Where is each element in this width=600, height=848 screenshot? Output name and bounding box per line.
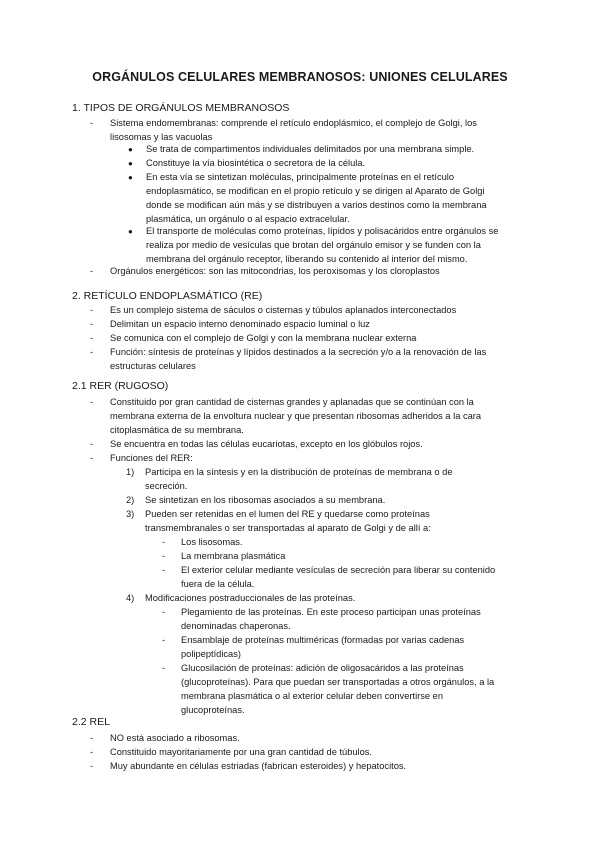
number-marker: 1) [126,467,135,477]
bullet-marker: ● [128,159,133,168]
line: membrana del orgánulo receptor, liberando su contenido al interior del mismo. [146,254,468,264]
line: fuera de la célula. [181,579,255,589]
dash-marker: - [162,537,166,547]
section-heading-4: 2.2 REL [72,716,110,728]
line: Participa en la síntesis y en la distribución de proteínas de membrana o de [145,467,453,477]
dash-marker: - [90,453,94,463]
list-item [146,170,487,226]
list-item [110,437,423,451]
bullet-marker: ● [128,173,133,182]
list-item [110,731,240,745]
line: Constituido mayoritariamente por una gran cantidad de túbulos. [110,747,373,757]
dash-marker: - [162,607,166,617]
list-item [110,745,372,759]
line: Se sintetizan en los ribosomas asociados a su membrana. [145,495,386,505]
dash-marker: - [162,551,166,561]
dash-marker: - [162,635,166,645]
dash-marker: - [90,733,94,743]
list-item [181,563,495,591]
list-item [145,507,431,535]
dash-marker: - [90,305,94,315]
line: Se encuentra en todas las células eucariotas, excepto en los glóbulos rojos. [110,439,423,449]
line: Delimitan un espacio interno denominado espacio luminal o luz [110,319,370,329]
line: Plegamiento de las proteínas. En este proceso participan unas proteínas [181,607,481,617]
list-item [146,142,474,156]
line: Glucosilación de proteínas: adición de oligosacáridos a las proteínas [181,663,464,673]
list-item [181,549,285,563]
line: Es un complejo sistema de sáculos o cisternas y túbulos aplanados interconectados [110,305,457,315]
bullet-marker: ● [128,145,133,154]
dash-marker: - [162,565,166,575]
line: endoplasmático, se modifican en el propio retículo y se dirigen al Aparato de Golgi [146,186,485,196]
line: Se trata de compartimentos individuales delimitados por una membrana simple. [146,144,475,154]
list-item [181,633,464,661]
line: lisosomas y las vacuolas [110,132,213,142]
document-title: ORGÁNULOS CELULARES MEMBRANOSOS: UNIONES CELULARES [92,70,508,84]
list-item [145,591,355,605]
line: La membrana plasmática [181,551,286,561]
number-marker: 2) [126,495,135,505]
line: Orgánulos energéticos: son las mitocondrias, los peroxisomas y los cloroplastos [110,266,440,276]
line: citoplasmática de su membrana. [110,425,244,435]
line: Pueden ser retenidas en el lumen del RE y quedarse como proteínas [145,509,430,519]
line: Función: síntesis de proteínas y lípidos destinados a la secreción y/o a la renovación de las [110,347,487,357]
dash-marker: - [90,118,94,128]
line: denominadas chaperonas. [181,621,291,631]
line: NO está asociado a ribosomas. [110,733,240,743]
dash-marker: - [90,761,94,771]
list-item [110,303,456,317]
section-heading-3: 2.1 RER (RUGOSO) [72,380,169,392]
list-item [181,535,243,549]
list-item [181,661,494,717]
list-item [110,759,406,773]
line: membrana externa de la envoltura nuclear y que presentan ribosomas adheridos a la cara [110,411,482,421]
number-marker: 4) [126,593,135,603]
list-item [146,156,365,170]
line: glucoproteínas. [181,705,245,715]
line: estructuras celulares [110,361,196,371]
dash-marker: - [162,663,166,673]
list-item [110,264,440,278]
line: Constituye la vía biosintética o secretora de la célula. [146,158,366,168]
line: Funciones del RER: [110,453,193,463]
list-item [110,116,477,144]
section-heading-1: 1. TIPOS DE ORGÁNULOS MEMBRANOSOS [72,102,290,114]
line: plasmática, un orgánulo o al espacio extracelular. [146,214,350,224]
line: donde se modifican aún más y se distribuyen a varios destinos como la membrana [146,200,487,210]
dash-marker: - [90,747,94,757]
list-item [145,465,453,493]
line: En esta vía se sintetizan moléculas, principalmente proteínas en el retículo [146,172,454,182]
list-item [110,331,416,345]
line: El transporte de moléculas como proteínas, lípidos y polisacáridos entre orgánulos se [146,226,499,236]
dash-marker: - [90,266,94,276]
line: Modificaciones postraduccionales de las proteínas. [145,593,356,603]
dash-marker: - [90,397,94,407]
list-item [181,605,481,633]
line: Constituido por gran cantidad de cisternas grandes y aplanadas que se continúan con la [110,397,474,407]
line: Sistema endomembranas: comprende el retículo endoplásmico, el complejo de Golgi, los [110,118,477,128]
list-item [110,451,193,465]
line: polipeptídicas) [181,649,241,659]
list-item [146,224,498,266]
list-item [110,395,481,437]
list-item [145,493,385,507]
list-item [110,317,370,331]
line: (glucoproteínas). Para que puedan ser transportadas a otros orgánulos, a la [181,677,495,687]
line: membrana plasmática o al exterior celular deben convertirse en [181,691,443,701]
bullet-marker: ● [128,227,133,236]
number-marker: 3) [126,509,135,519]
line: Los lisosomas. [181,537,243,547]
section-heading-2: 2. RETÍCULO ENDOPLASMÁTICO (RE) [72,290,263,302]
line: Muy abundante en células estriadas (fabrican esteroides) y hepatocitos. [110,761,407,771]
list-item [110,345,486,373]
dash-marker: - [90,347,94,357]
dash-marker: - [90,333,94,343]
line: transmembranales o ser transportadas al aparato de Golgi y de allí a: [145,523,431,533]
dash-marker: - [90,439,94,449]
dash-marker: - [90,319,94,329]
line: Ensamblaje de proteínas multiméricas (formadas por varias cadenas [181,635,465,645]
line: Se comunica con el complejo de Golgi y con la membrana nuclear externa [110,333,417,343]
line: realiza por medio de vesículas que brotan del orgánulo emisor y se funden con la [146,240,481,250]
line: secreción. [145,481,188,491]
line: El exterior celular mediante vesículas de secreción para liberar su contenido [181,565,496,575]
